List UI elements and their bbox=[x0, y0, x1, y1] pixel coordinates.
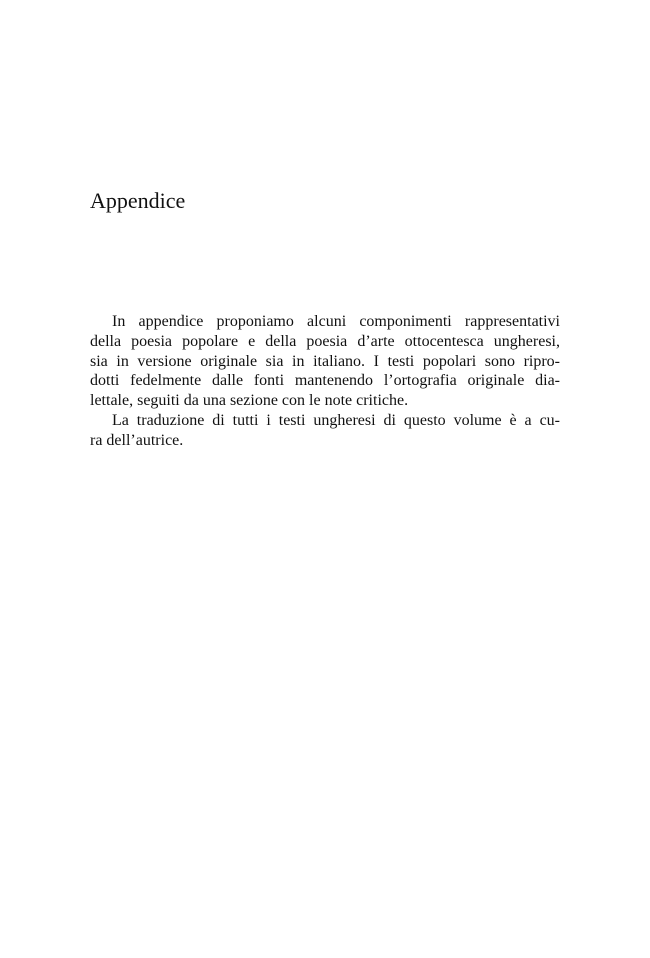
text-line: La traduzione di tutti i testi ungheresi di questo volume è a cu- bbox=[112, 411, 560, 429]
text-line: In appendice proponiamo alcuni componimenti rappresentativi bbox=[112, 313, 560, 330]
paragraph-1 bbox=[90, 312, 560, 411]
text-line: dotti fedelmente dalle fonti mantenendo l’ortografia originale dia- bbox=[90, 372, 560, 390]
text-line: della poesia popolare e della poesia d’arte ottocentesca ungheresi, bbox=[90, 332, 560, 350]
text-line: sia in versione originale sia in italiano. I testi popolari sono ripro- bbox=[90, 352, 560, 370]
body-text bbox=[90, 312, 560, 451]
text-line: lettale, seguiti da una sezione con le note critiche. bbox=[90, 392, 409, 410]
chapter-title: Appendice bbox=[90, 188, 186, 213]
paragraph-2 bbox=[90, 411, 560, 451]
text-line: ra dell’autrice. bbox=[90, 431, 184, 449]
